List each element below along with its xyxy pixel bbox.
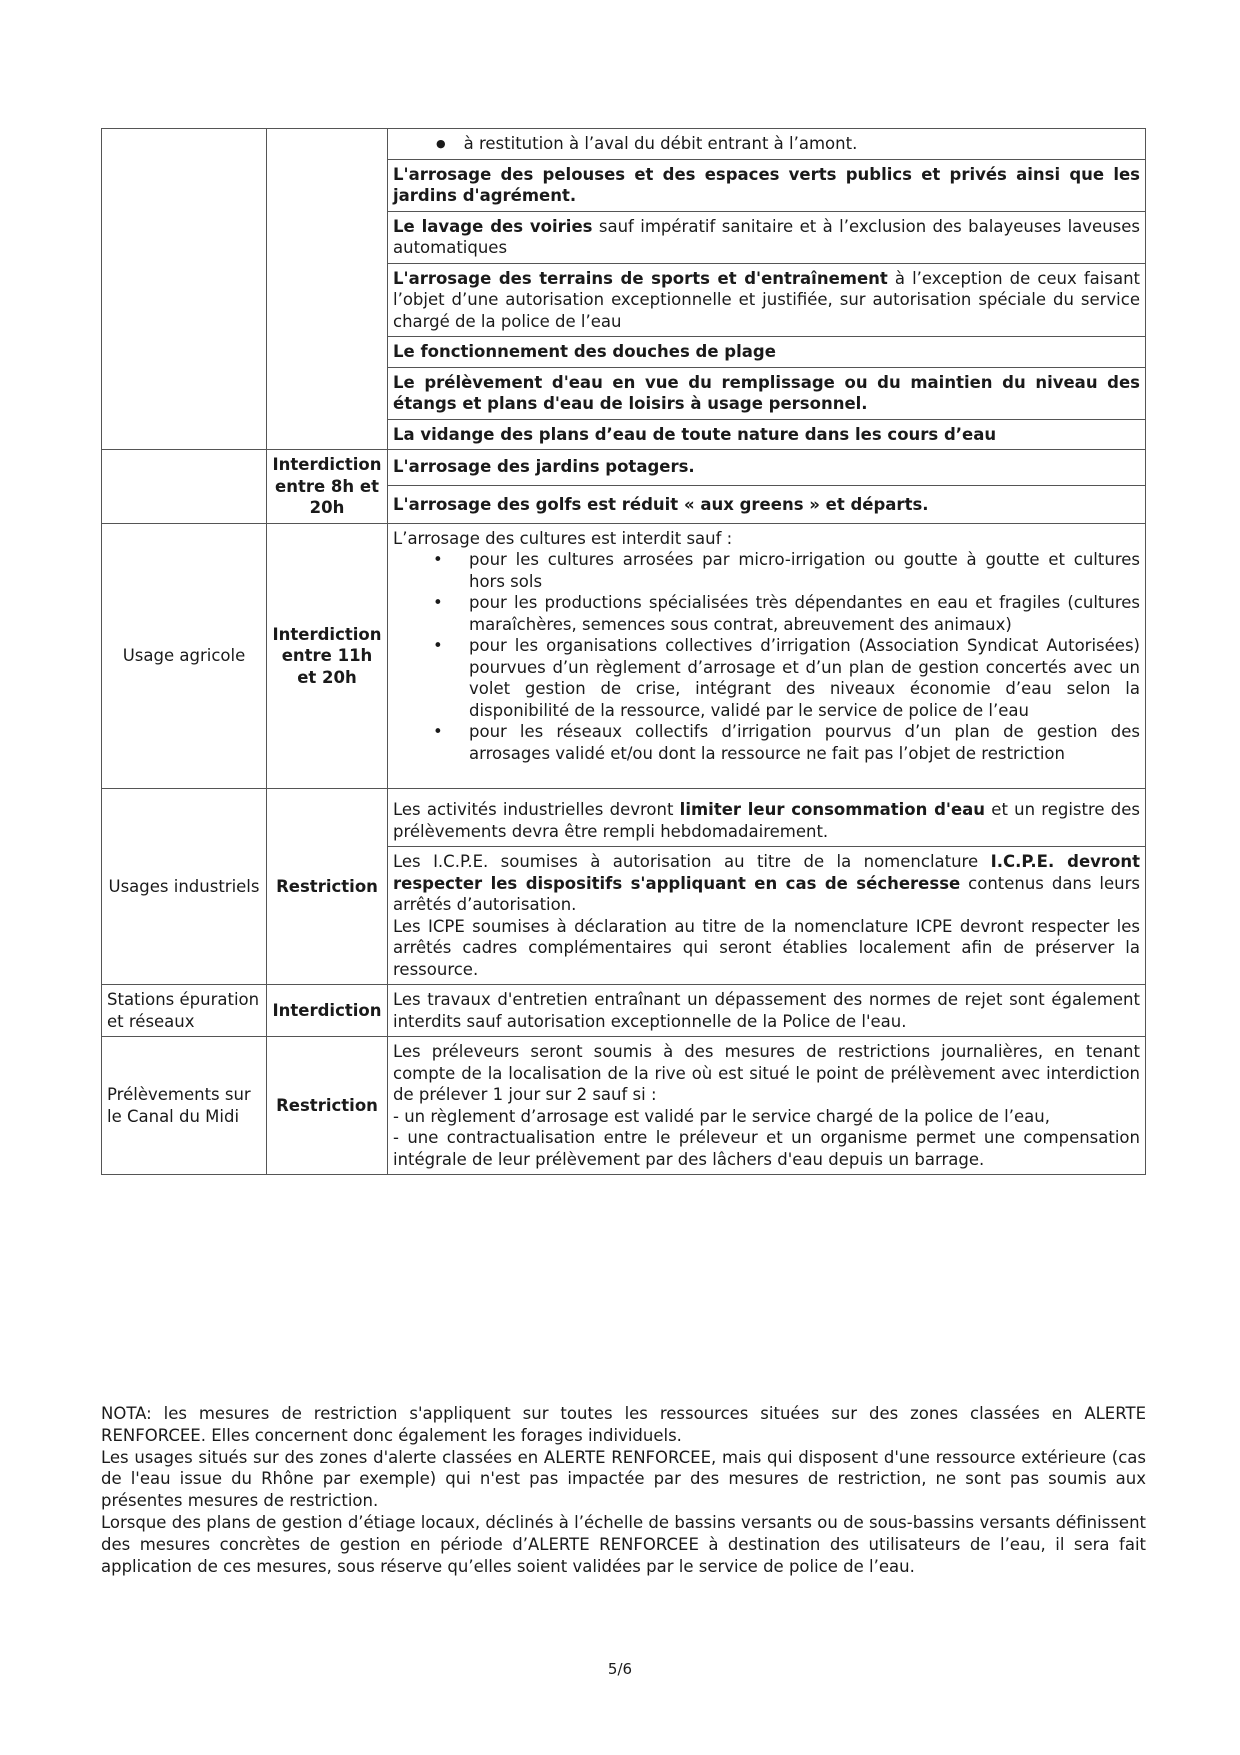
measure-cell (388, 211, 1146, 263)
measure-bold: L'arrosage des pelouses et des espaces verts publics et privés ainsi que les jardins d'agrément. (393, 164, 1140, 205)
table-row (102, 985, 1146, 1037)
measure-text: contenus dans leurs arrêtés d’autorisation. (393, 873, 1141, 914)
measure-cell (388, 985, 1146, 1037)
measure-cell (388, 159, 1146, 211)
measure-cell (388, 450, 1146, 486)
restrictions-table (101, 128, 1146, 1175)
bullet-icon: • (433, 722, 443, 741)
table-row (102, 450, 1146, 486)
measure-bold: L'arrosage des jardins potagers. (393, 457, 695, 476)
measure-bold: L'arrosage des golfs est réduit « aux greens » et départs. (393, 494, 929, 514)
measure-cell (388, 789, 1146, 847)
measure-bold: L'arrosage des terrains de sports et d'entraînement (393, 268, 888, 288)
nota-paragraph: Les usages situés sur des zones d'alerte classées en ALERTE RENFORCEE, mais qui disposent d'une ressource extérieure (cas de l'eau issue du Rhône par exemple) qui n'est pas impactée par des mesures de restriction, ne sont pas soumis aux présentes mesures de restriction. (101, 1447, 1146, 1511)
measure-bold: Le prélèvement d'eau en vue du remplissage ou du maintien du niveau des étangs et plans d'eau de loisirs à usage personnel. (393, 372, 1140, 413)
usage-cell (102, 523, 267, 789)
list-item-text: pour les cultures arrosées par micro-irrigation ou goutte à goutte et cultures hors sols (469, 550, 1140, 591)
measure-text: Les travaux d'entretien entraînant un dépassement des normes de rejet sont également interdits sauf autorisation exceptionnelle de la Police de l'eau. (393, 990, 1140, 1031)
mode-cell (267, 985, 388, 1037)
mode-cell (267, 129, 388, 450)
measure-text: Les activités industrielles devront (393, 800, 680, 819)
nota-paragraph: Lorsque des plans de gestion d’étiage locaux, déclinés à l’échelle de bassins versants ou de sous-bassins versants définissent des mesures concrètes de gestion en période d’ALERTE RENFORCEE à destination des utilisateurs de l’eau, il sera fait application de ces mesures, sous réserve qu’elles soient validées par le service de police de l’eau. (101, 1512, 1146, 1576)
measure-cell (388, 367, 1146, 419)
list-item-text: pour les organisations collectives d’irrigation (Association Syndicat Autorisées) pourvues d’un règlement d’arrosage et d’un plan de gestion concertés avec un volet gestion de crise, intégrant des niveaux économie d’eau selon la disponibilité de la ressource, validé par le service de police de l’eau (469, 636, 1140, 720)
measure-text: - une contractualisation entre le préleveur et un organisme permet une compensation intégrale de leur prélèvement par des lâchers d'eau depuis un barrage. (393, 1128, 1140, 1169)
measure-cell (388, 485, 1146, 523)
usage-label: Usages industriels (108, 876, 260, 896)
list-item (433, 721, 1140, 764)
usage-cell (102, 1037, 267, 1175)
usage-cell (102, 789, 267, 985)
measure-bold: Le fonctionnement des douches de plage (393, 342, 776, 361)
measure-bold: La vidange des plans d’eau de toute nature dans les cours d’eau (393, 424, 997, 444)
bullet-icon: • (433, 550, 443, 569)
nota-paragraph: NOTA: les mesures de restriction s'appliquent sur toutes les ressources situées sur des zones classées en ALERTE RENFORCEE. Elles concernent donc également les forages individuels. (101, 1404, 1146, 1445)
measure-cell (388, 337, 1146, 368)
mode-cell (267, 789, 388, 985)
usage-label: Usage agricole (122, 646, 246, 665)
measure-cell (388, 263, 1146, 337)
table-row (102, 789, 1146, 847)
list-item (433, 635, 1140, 721)
list-item-text: pour les réseaux collectifs d’irrigation pourvus d’un plan de gestion des arrosages validé et/ou dont la ressource ne fait pas l’objet de restriction (469, 722, 1140, 763)
mode-label: Interdiction entre 8h et 20h (272, 455, 382, 517)
mode-cell (267, 1037, 388, 1175)
measure-text: - un règlement d’arrosage est validé par le service chargé de la police de l’eau, (393, 1106, 1050, 1126)
agri-list (393, 549, 1140, 764)
measure-text: Les I.C.P.E. soumises à autorisation au titre de la nomenclature (393, 852, 991, 871)
measure-text: et un registre des prélèvements devra être rempli hebdomadairement. (393, 800, 1140, 841)
measure-cell (388, 129, 1146, 160)
bullet-icon: • (433, 636, 443, 655)
measure-text: à l’exception de ceux faisant l’objet d’une autorisation exceptionnelle et justifiée, sur autorisation spéciale du service chargé de la police de l’eau (393, 268, 1140, 331)
measure-text: L’arrosage des cultures est interdit sauf : (393, 528, 733, 548)
measure-text: Les préleveurs seront soumis à des mesures de restrictions journalières, en tenant compte de la localisation de la rive où est situé le point de prélèvement avec interdiction de prélever 1 jour sur 2 sauf si : (393, 1042, 1140, 1104)
measure-bold: Le lavage des voiries (393, 216, 593, 236)
nota-section (101, 1403, 1146, 1577)
measure-text: Les ICPE soumises à déclaration au titre de la nomenclature ICPE devront respecter les arrêtés cadres complémentaires qui seront établies localement afin de préserver la ressource. (393, 916, 1140, 979)
list-item-text: pour les productions spécialisées très dépendantes en eau et fragiles (cultures maraîchères, semences sous contrat, abreuvement des animaux) (469, 593, 1140, 634)
mode-label: Restriction (276, 1095, 378, 1115)
usage-cell (102, 450, 267, 524)
table-row (102, 1037, 1146, 1175)
list-item (433, 549, 1140, 592)
measure-cell (388, 847, 1146, 985)
list-item (433, 592, 1140, 635)
mode-label: Interdiction entre 11h et 20h (272, 624, 382, 687)
table-row (102, 523, 1146, 789)
mode-cell (267, 523, 388, 789)
measure-cell (388, 419, 1146, 450)
measure-bold: limiter leur consommation d'eau (679, 800, 986, 819)
measure-bold: I.C.P.E. devront respecter les dispositifs s'appliquant en cas de sécheresse (393, 852, 1140, 893)
mode-label: Interdiction (272, 1000, 382, 1020)
table-row (102, 129, 1146, 160)
mode-cell (267, 450, 388, 524)
mode-label: Restriction (276, 876, 378, 896)
measure-cell (388, 1037, 1146, 1175)
bullet-icon: ● (436, 137, 446, 150)
measure-text: sauf impératif sanitaire et à l’exclusion des balayeuses laveuses automatiques (393, 216, 1140, 257)
measure-text: à restitution à l’aval du débit entrant à l’amont. (463, 134, 858, 153)
measure-cell (388, 523, 1146, 789)
bullet-icon: • (433, 593, 443, 612)
usage-label: Stations épuration et réseaux (107, 990, 260, 1031)
usage-cell (102, 129, 267, 450)
page-number: 5/6 (607, 1660, 633, 1678)
usage-cell (102, 985, 267, 1037)
usage-label: Prélèvements sur le Canal du Midi (107, 1085, 251, 1126)
